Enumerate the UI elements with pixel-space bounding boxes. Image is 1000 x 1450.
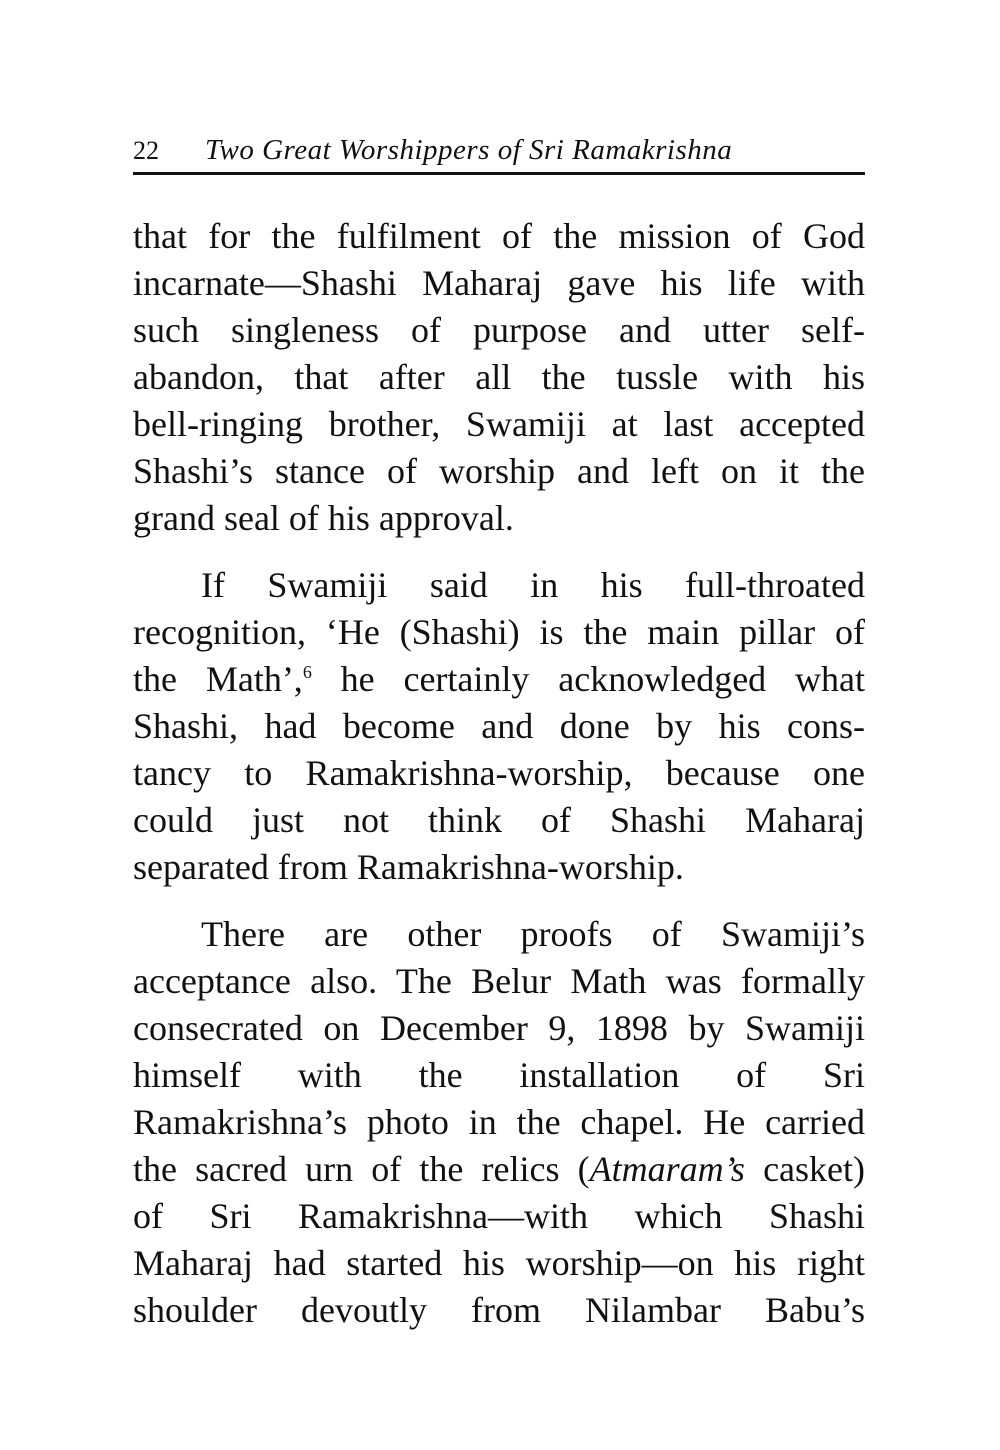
- text-span: the Math’,: [133, 659, 303, 699]
- text-line: consecrated on December 9, 1898 by Swamiji: [133, 1008, 865, 1048]
- text-line: acceptance also. The Belur Math was formally: [133, 961, 865, 1001]
- paragraph-1: [133, 213, 865, 542]
- footnote-reference[interactable]: 6: [302, 662, 312, 682]
- text-line: tancy to Ramakrishna-worship, because one: [133, 753, 865, 793]
- text-line: Shashi’s stance of worship and left on it the: [133, 451, 865, 491]
- text-line: Maharaj had started his worship—on his right: [133, 1243, 865, 1283]
- italic-term: Atmaram’s: [589, 1149, 745, 1189]
- text-line: shoulder devoutly from Nilambar Babu’s: [133, 1290, 865, 1330]
- running-title: Two Great Worshippers of Sri Ramakrishna: [205, 134, 733, 166]
- header-rule: [133, 172, 865, 175]
- text-line: grand seal of his approval.: [133, 498, 514, 538]
- page-number: 22: [133, 136, 159, 165]
- page-body: [133, 213, 865, 1334]
- text-line: If Swamiji said in his full-throated: [201, 565, 865, 605]
- text-line: Shashi, had become and done by his cons-: [133, 706, 865, 746]
- text-line: separated from Ramakrishna-worship.: [133, 847, 684, 887]
- text-line: abandon, that after all the tussle with his: [133, 357, 865, 397]
- text-line: of Sri Ramakrishna—with which Shashi: [133, 1196, 865, 1236]
- text-span: casket): [744, 1149, 865, 1189]
- text-line: could just not think of Shashi Maharaj: [133, 800, 865, 840]
- text-line: bell-ringing brother, Swamiji at last accepted: [133, 404, 865, 444]
- running-header: [133, 132, 865, 172]
- text-line: such singleness of purpose and utter self-: [133, 310, 865, 350]
- text-span: the sacred urn of the relics (: [133, 1149, 590, 1189]
- text-line: that for the fulfilment of the mission of God: [133, 216, 865, 256]
- text-line: himself with the installation of Sri: [133, 1055, 865, 1095]
- text-line: Ramakrishna’s photo in the chapel. He carried: [133, 1102, 865, 1142]
- paragraph-2: [133, 562, 865, 891]
- text-line: There are other proofs of Swamiji’s: [201, 914, 865, 954]
- text-line: [133, 656, 865, 703]
- text-line: [133, 1146, 865, 1193]
- paragraph-3: [133, 911, 865, 1334]
- text-line: incarnate—Shashi Maharaj gave his life with: [133, 263, 865, 303]
- text-span: he certainly acknowledged what: [311, 659, 865, 699]
- text-line: recognition, ‘He (Shashi) is the main pillar of: [133, 612, 865, 652]
